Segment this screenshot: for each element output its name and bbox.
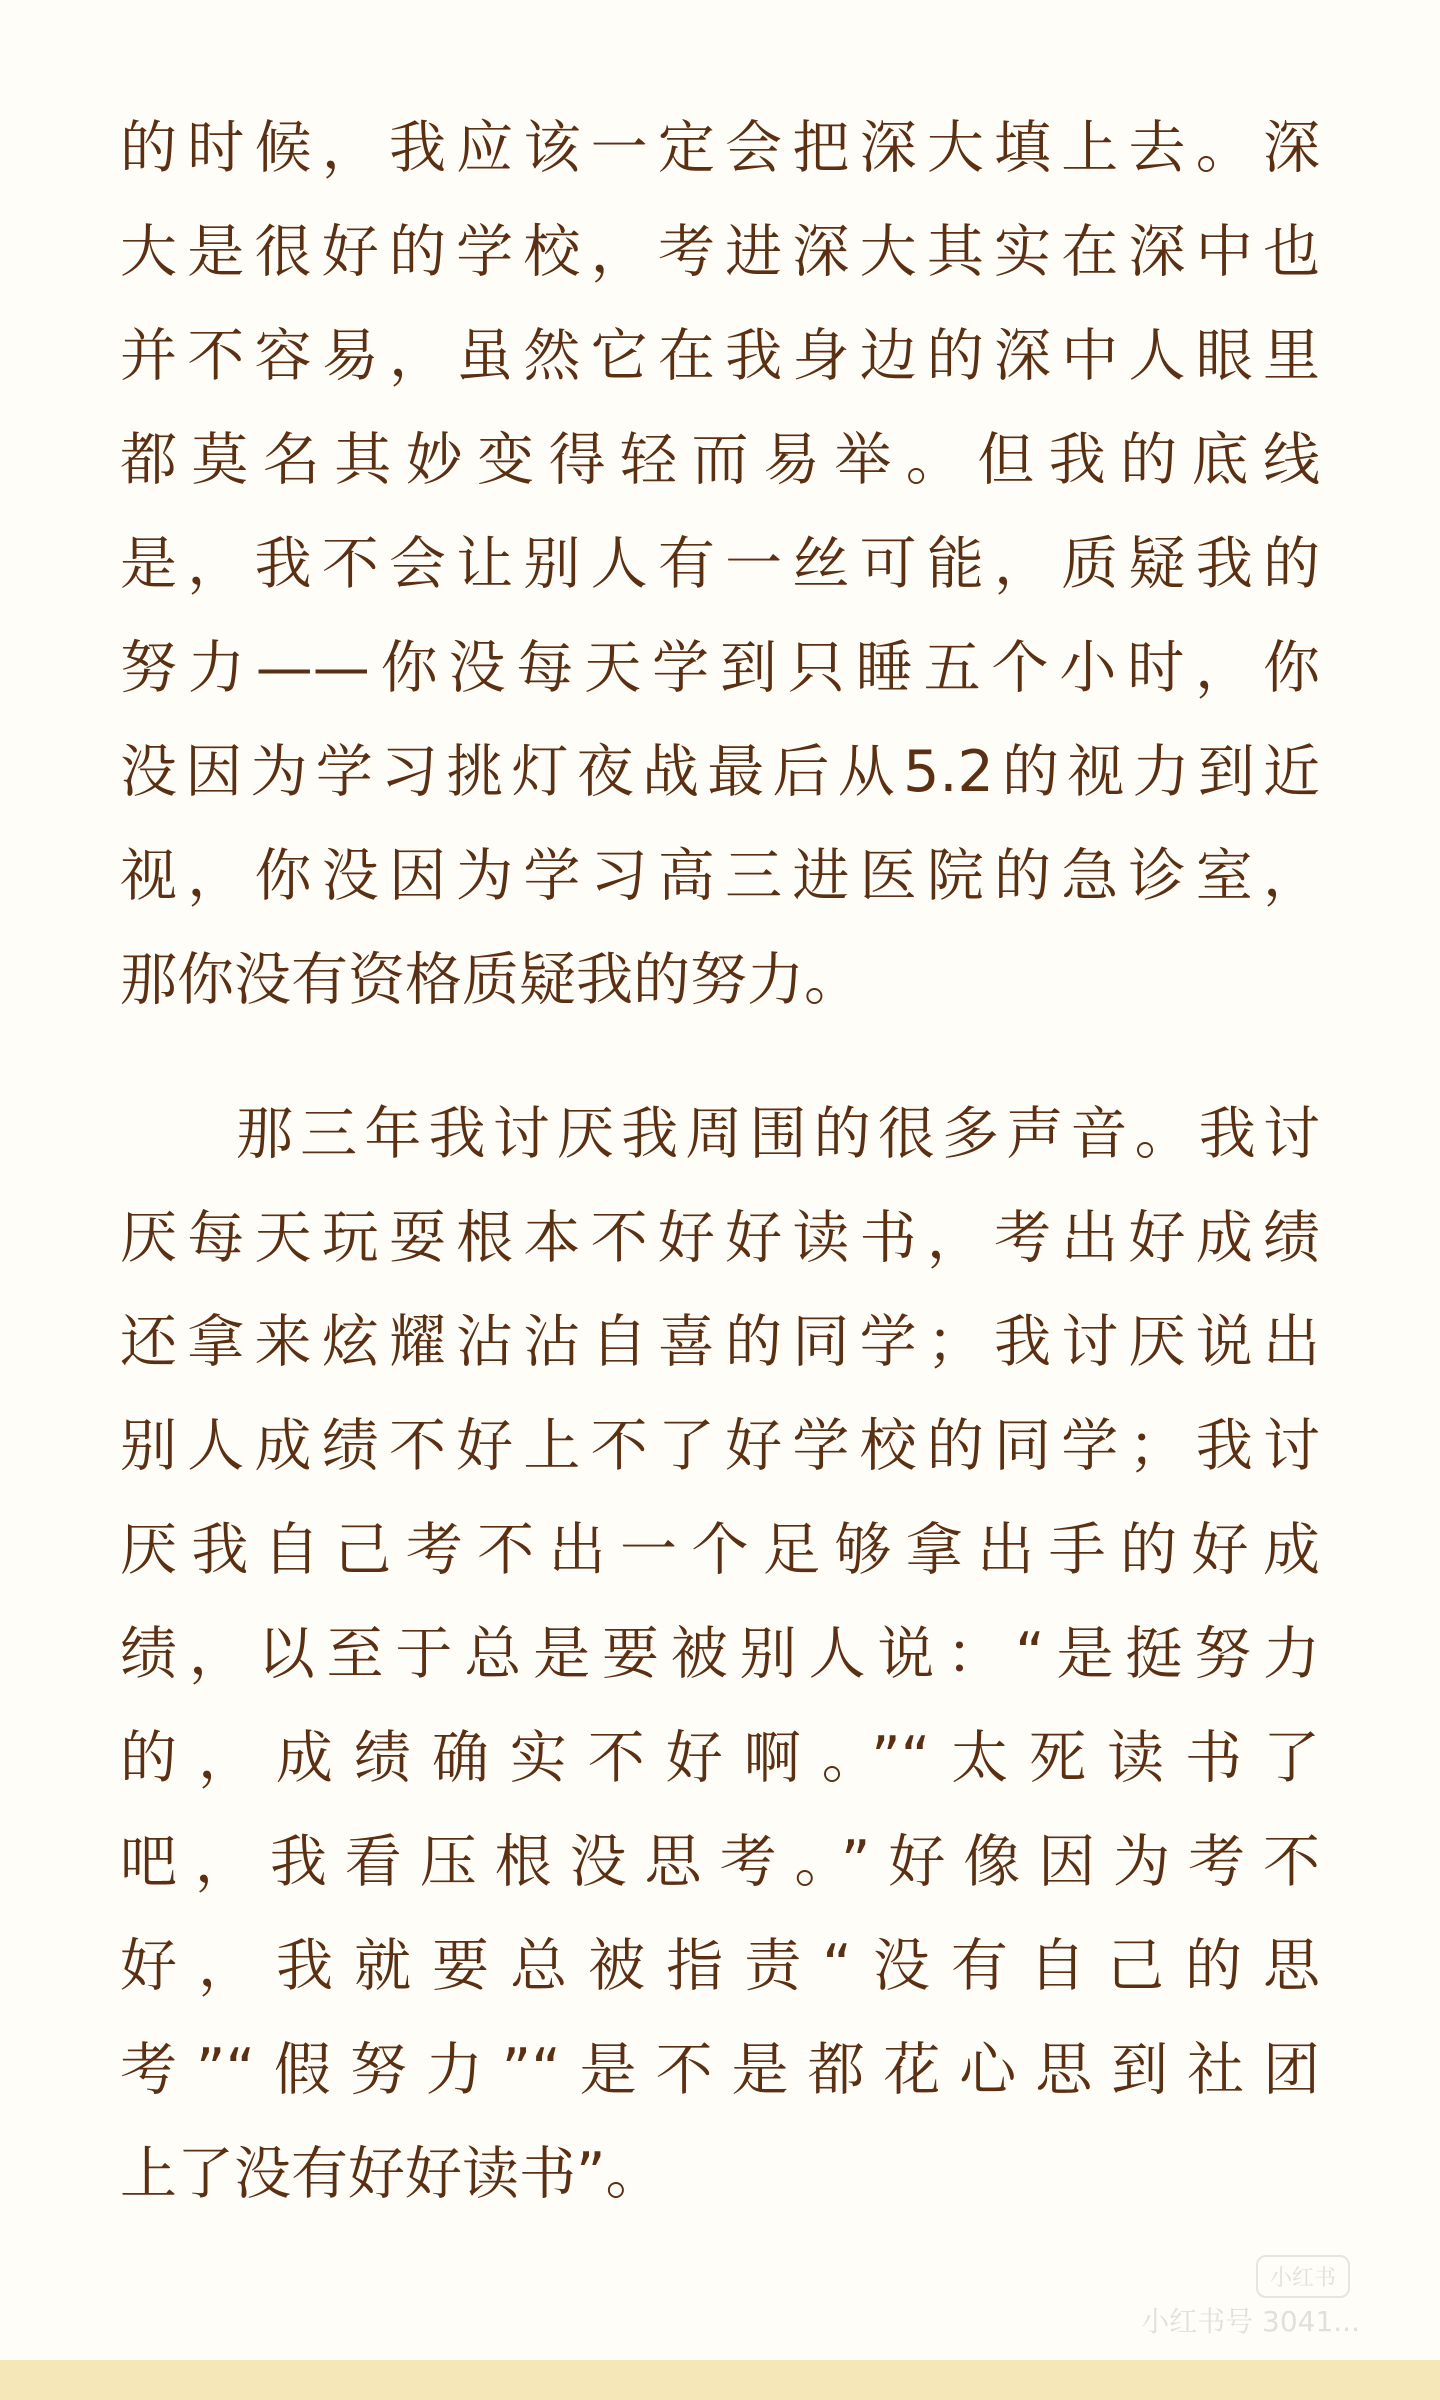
paragraph-2-line-8: 吧，我看压根没思考。”好像因为考不 [120,1829,1320,1895]
paragraph-2-line-7: 的，成绩确实不好啊。”“太死读书了 [120,1725,1320,1791]
paragraph-1-line-8: 视，你没因为学习高三进医院的急诊室， [120,843,1320,909]
article-body [120,96,1320,2226]
paragraph-2-line-10: 考”“假努力”“是不是都花心思到社团 [120,2037,1320,2103]
paragraph-2-line-6: 绩，以至于总是要被别人说：“是挺努力 [120,1621,1320,1687]
watermark-text: 小红书号 3041... [1141,2305,1360,2338]
paragraph-2-line-1: 那三年我讨厌我周围的很多声音。我讨 [236,1101,1320,1167]
paragraph-1-line-7: 没因为学习挑灯夜战最后从5.2的视力到近 [120,739,1320,805]
paragraph-1-line-5: 是，我不会让别人有一丝可能，质疑我的 [120,531,1320,597]
paragraph-1-line-4: 都莫名其妙变得轻而易举。但我的底线 [120,427,1320,493]
watermark-logo: 小红书 [1256,2255,1350,2298]
paragraph-1-line-9: 那你没有资格质疑我的努力。 [120,947,861,1013]
paragraph-2-line-5: 厌我自己考不出一个足够拿出手的好成 [120,1517,1320,1583]
paragraph-1 [120,96,1320,1032]
paragraph-2-line-4: 别人成绩不好上不了好学校的同学；我讨 [120,1413,1320,1479]
paragraph-2 [120,1082,1320,2226]
bottom-color-band [0,2360,1440,2400]
paragraph-2-line-9: 好，我就要总被指责“没有自己的思 [120,1933,1320,1999]
paragraph-1-line-6: 努力——你没每天学到只睡五个小时，你 [120,635,1320,701]
paragraph-1-line-1: 的时候，我应该一定会把深大填上去。深 [120,115,1320,181]
paragraph-2-line-2: 厌每天玩耍根本不好好读书，考出好成绩 [120,1205,1320,1271]
paragraph-2-line-11: 上了没有好好读书”。 [120,2141,663,2207]
paragraph-1-line-2: 大是很好的学校，考进深大其实在深中也 [120,219,1320,285]
paragraph-2-line-3: 还拿来炫耀沾沾自喜的同学；我讨厌说出 [120,1309,1320,1375]
paragraph-1-line-3: 并不容易，虽然它在我身边的深中人眼里 [120,323,1320,389]
